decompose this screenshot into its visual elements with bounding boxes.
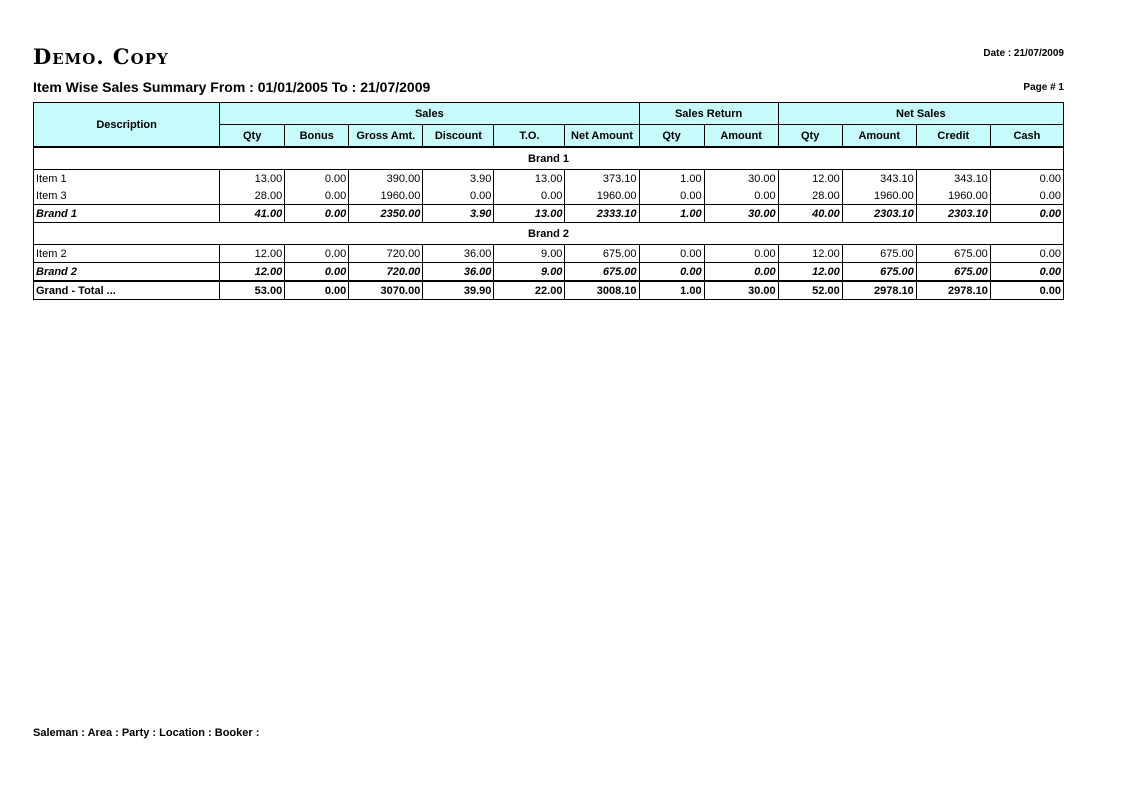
row-value: 0.00 [285, 281, 349, 300]
row-value: 0.00 [990, 170, 1063, 188]
row-value: 343.10 [916, 170, 990, 188]
row-value: 12.00 [220, 245, 285, 263]
row-value: 0.00 [285, 205, 349, 223]
column-header: Credit [916, 125, 990, 148]
row-value: 0.00 [285, 245, 349, 263]
column-header: Qty [778, 125, 842, 148]
row-value: 3008.10 [565, 281, 639, 300]
table-row [34, 187, 1064, 205]
row-value: 1960.00 [565, 187, 639, 205]
brand-subtotal-row [34, 263, 1064, 282]
row-value: 36.00 [423, 263, 494, 282]
row-value: 675.00 [916, 245, 990, 263]
row-value: 0.00 [285, 187, 349, 205]
row-value: 2978.10 [916, 281, 990, 300]
sales-return-group-header: Sales Return [639, 103, 778, 125]
row-value: 30.00 [704, 281, 778, 300]
row-description: Item 2 [34, 245, 220, 263]
brand-heading: Brand 1 [34, 147, 1064, 170]
column-header: Discount [423, 125, 494, 148]
brand-heading: Brand 2 [34, 223, 1064, 245]
row-value: 2303.10 [842, 205, 916, 223]
row-value: 720.00 [349, 263, 423, 282]
column-header: Net Amount [565, 125, 639, 148]
row-value: 0.00 [494, 187, 565, 205]
brand-subtotal-row [34, 205, 1064, 223]
row-value: 2333.10 [565, 205, 639, 223]
row-value: 12.00 [778, 170, 842, 188]
brand-heading-row [34, 223, 1064, 245]
column-header: Amount [842, 125, 916, 148]
grand-total-row [34, 281, 1064, 300]
row-value: 13.00 [494, 170, 565, 188]
column-header: Bonus [285, 125, 349, 148]
report-title: Item Wise Sales Summary From : 01/01/2005 To : 21/07/2009 [33, 79, 431, 95]
sales-summary-table [33, 102, 1064, 300]
row-value: 39.90 [423, 281, 494, 300]
column-header: Qty [639, 125, 704, 148]
row-value: 40.00 [778, 205, 842, 223]
row-value: 28.00 [778, 187, 842, 205]
row-description: Brand 2 [34, 263, 220, 282]
row-value: 28.00 [220, 187, 285, 205]
company-name: Demo. Copy [33, 44, 169, 69]
row-value: 2978.10 [842, 281, 916, 300]
row-value: 0.00 [704, 245, 778, 263]
row-value: 0.00 [639, 263, 704, 282]
column-header: Gross Amt. [349, 125, 423, 148]
report-footer: Saleman : Area : Party : Location : Booker : [33, 727, 260, 739]
row-value: 0.00 [704, 187, 778, 205]
column-header: Cash [990, 125, 1063, 148]
row-value: 0.00 [990, 263, 1063, 282]
row-value: 675.00 [842, 263, 916, 282]
row-value: 53.00 [220, 281, 285, 300]
table-row [34, 170, 1064, 188]
row-value: 9.00 [494, 263, 565, 282]
row-description: Brand 1 [34, 205, 220, 223]
row-value: 1960.00 [349, 187, 423, 205]
sales-group-header: Sales [220, 103, 639, 125]
row-value: 2350.00 [349, 205, 423, 223]
row-value: 41.00 [220, 205, 285, 223]
row-description: Grand - Total ... [34, 281, 220, 300]
row-value: 675.00 [565, 263, 639, 282]
table-row [34, 245, 1064, 263]
row-value: 0.00 [639, 245, 704, 263]
row-value: 1960.00 [916, 187, 990, 205]
description-header: Description [34, 103, 220, 148]
column-header: Qty [220, 125, 285, 148]
row-value: 0.00 [639, 187, 704, 205]
row-value: 12.00 [778, 245, 842, 263]
column-header: T.O. [494, 125, 565, 148]
row-value: 0.00 [990, 205, 1063, 223]
row-value: 720.00 [349, 245, 423, 263]
brand-heading-row [34, 147, 1064, 170]
row-value: 675.00 [565, 245, 639, 263]
row-value: 343.10 [842, 170, 916, 188]
row-value: 3.90 [423, 170, 494, 188]
row-value: 9.00 [494, 245, 565, 263]
row-value: 3.90 [423, 205, 494, 223]
row-value: 390.00 [349, 170, 423, 188]
row-description: Item 3 [34, 187, 220, 205]
row-value: 675.00 [916, 263, 990, 282]
net-sales-group-header: Net Sales [778, 103, 1063, 125]
row-value: 3070.00 [349, 281, 423, 300]
row-value: 30.00 [704, 170, 778, 188]
report-date: Date : 21/07/2009 [983, 48, 1064, 59]
row-value: 1.00 [639, 170, 704, 188]
page-number: Page # 1 [1023, 82, 1064, 93]
row-value: 0.00 [285, 170, 349, 188]
row-value: 1960.00 [842, 187, 916, 205]
row-value: 0.00 [990, 245, 1063, 263]
row-value: 1.00 [639, 281, 704, 300]
row-value: 36.00 [423, 245, 494, 263]
row-value: 2303.10 [916, 205, 990, 223]
row-value: 0.00 [990, 281, 1063, 300]
row-value: 0.00 [990, 187, 1063, 205]
row-value: 22.00 [494, 281, 565, 300]
row-value: 12.00 [778, 263, 842, 282]
row-value: 0.00 [423, 187, 494, 205]
row-value: 373.10 [565, 170, 639, 188]
row-value: 30.00 [704, 205, 778, 223]
row-description: Item 1 [34, 170, 220, 188]
row-value: 12.00 [220, 263, 285, 282]
row-value: 0.00 [285, 263, 349, 282]
row-value: 675.00 [842, 245, 916, 263]
column-header: Amount [704, 125, 778, 148]
row-value: 52.00 [778, 281, 842, 300]
row-value: 13.00 [220, 170, 285, 188]
row-value: 0.00 [704, 263, 778, 282]
row-value: 13.00 [494, 205, 565, 223]
row-value: 1.00 [639, 205, 704, 223]
